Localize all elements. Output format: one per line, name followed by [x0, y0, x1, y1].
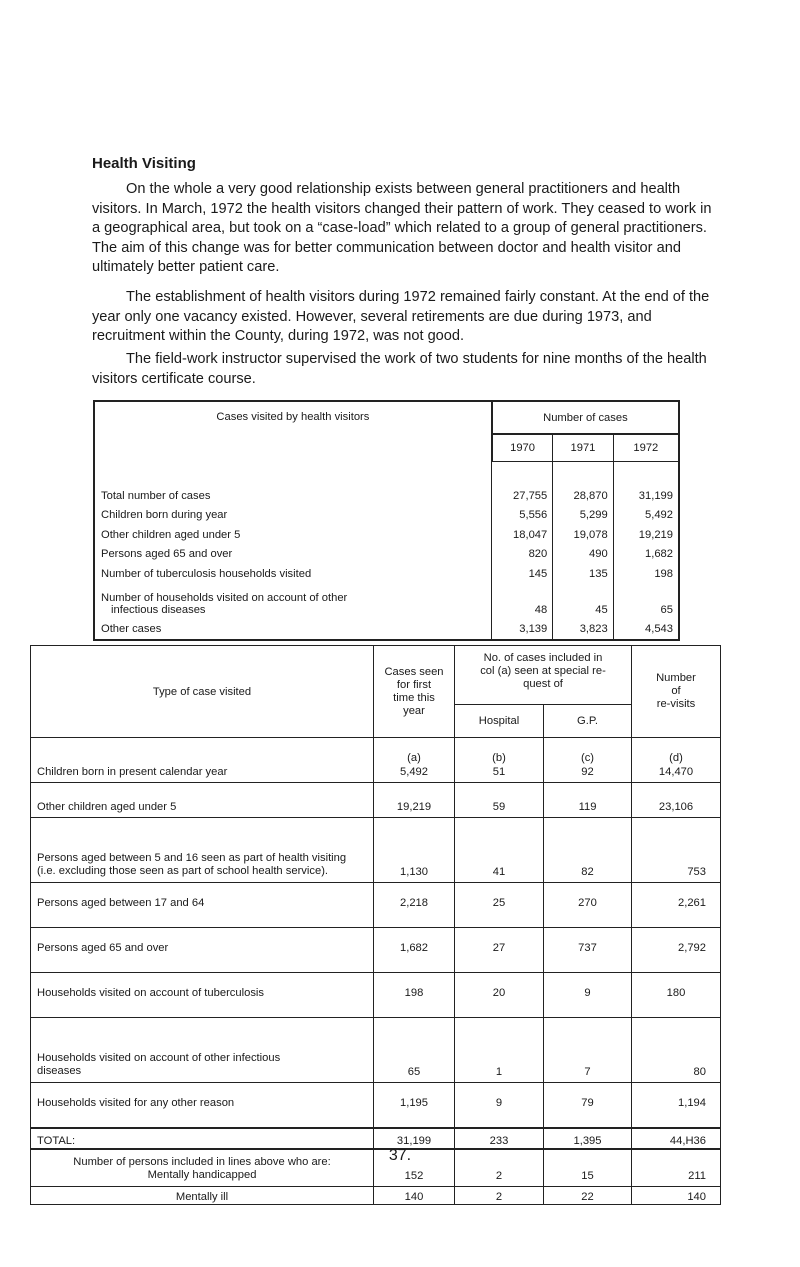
row-label: Households visited for any other reason: [31, 1083, 374, 1129]
value-1971: 5,299: [553, 502, 613, 522]
value-a: 19,219: [374, 783, 455, 818]
value-a: 140: [374, 1187, 455, 1205]
special-header-line: col (a) seen at special re-: [480, 665, 606, 677]
value-b: 1: [455, 1018, 544, 1083]
table-row: [94, 482, 679, 502]
table2-type-header: Type of case visited: [31, 646, 374, 738]
case-visits-table: [30, 645, 721, 1205]
row-label: Children born during year: [94, 502, 492, 522]
seen-header-line: for first: [396, 678, 432, 691]
value-c: 22: [544, 1187, 632, 1205]
value-d: 44,H36: [632, 1128, 721, 1149]
row-label: Persons aged 65 and over: [94, 541, 492, 561]
value-1970: 145: [492, 560, 553, 580]
value-a: 2,218: [374, 883, 455, 928]
row-label: TOTAL:: [31, 1128, 374, 1149]
col-letter-b: (b): [492, 752, 506, 764]
value-a: 1,195: [374, 1083, 455, 1129]
row-label: [94, 580, 492, 616]
value-1970: 27,755: [492, 482, 553, 502]
value-1972: 19,219: [613, 521, 679, 541]
row-label: Persons aged between 5 and 16 seen as part of health visiting (i.e. excluding those seen as part of school health service).: [31, 818, 374, 883]
table1-year-1971: 1971: [553, 434, 613, 462]
table-row: [94, 521, 679, 541]
table2-hospital-header: Hospital: [455, 705, 544, 738]
value-1970: 3,139: [492, 616, 553, 641]
value-1971: 3,823: [553, 616, 613, 641]
value-1972: 31,199: [613, 482, 679, 502]
value-1971: 28,870: [553, 482, 613, 502]
value-d: 140: [632, 1187, 721, 1205]
row-label-line-2: infectious diseases: [111, 603, 206, 616]
revisits-header-line: of: [671, 685, 681, 697]
value-b: 51: [492, 766, 506, 778]
value-b: 27: [455, 928, 544, 973]
table1-year-1970: 1970: [492, 434, 553, 462]
value-a: 5,492: [400, 766, 428, 778]
cell-b: [455, 738, 544, 783]
row-label: Number of tuberculosis households visited: [94, 560, 492, 580]
col-letter-c: (c): [580, 752, 595, 764]
table1-spacer-row: [94, 462, 679, 483]
value-b: 2: [455, 1149, 544, 1187]
special-header-line: quest of: [523, 678, 563, 690]
table-row: [94, 580, 679, 616]
value-c: 1,395: [544, 1128, 632, 1149]
value-1970: 18,047: [492, 521, 553, 541]
cases-by-year-table: [93, 400, 680, 641]
paragraph-2: The establishment of health visitors during 1972 remained fairly constant. At the end of the year only one vacancy existed. However, several retirements are due during 1973, and recruitment within the County, during 1972, was not good.: [92, 289, 710, 344]
col-letter-a: (a): [407, 752, 421, 764]
value-1972: 198: [613, 560, 679, 580]
row-label-line-2: Mentally handicapped: [147, 1169, 257, 1181]
seen-header-line: year: [403, 704, 425, 717]
table2-special-request-header: [455, 646, 632, 705]
table-row: [31, 1187, 721, 1205]
value-c: 92: [581, 766, 594, 778]
seen-header-line: time this: [393, 691, 435, 704]
section-heading: Health Visiting: [92, 155, 196, 172]
value-d: 2,261: [632, 883, 721, 928]
value-1972: 65: [613, 580, 679, 616]
table-row: [31, 1018, 721, 1083]
value-b: 25: [455, 883, 544, 928]
value-1972: 1,682: [613, 541, 679, 561]
revisits-header-line: Number: [656, 672, 696, 684]
table2-revisits-header: [632, 646, 721, 738]
table2-seen-header: [374, 646, 455, 738]
table2-gp-header: G.P.: [544, 705, 632, 738]
value-d: 211: [632, 1149, 721, 1187]
table-row: [31, 738, 721, 783]
revisits-header-line: re-visits: [656, 698, 696, 710]
row-label: Children born in present calendar year: [31, 738, 374, 783]
row-label-line-1: Number of persons included in lines above who are:: [73, 1156, 331, 1168]
value-b: 59: [455, 783, 544, 818]
value-1971: 19,078: [553, 521, 613, 541]
table-row: [31, 818, 721, 883]
cell-a: [374, 738, 455, 783]
value-d: 23,106: [632, 783, 721, 818]
value-c: 7: [544, 1018, 632, 1083]
value-c: 15: [544, 1149, 632, 1187]
table-row: [31, 783, 721, 818]
value-a: 1,130: [374, 818, 455, 883]
value-1971: 45: [553, 580, 613, 616]
value-1970: 820: [492, 541, 553, 561]
value-c: 119: [544, 783, 632, 818]
table-row: [94, 502, 679, 522]
table-row: [94, 541, 679, 561]
value-d: 1,194: [632, 1083, 721, 1129]
value-b: 2: [455, 1187, 544, 1205]
value-d: 180: [632, 973, 721, 1018]
value-1971: 490: [553, 541, 613, 561]
row-label: Households visited on account of tuberculosis: [31, 973, 374, 1018]
value-d: 80: [632, 1018, 721, 1083]
value-1970: 48: [492, 580, 553, 616]
special-header-line: No. of cases included in: [483, 652, 603, 664]
value-1972: 4,543: [613, 616, 679, 641]
value-c: 79: [544, 1083, 632, 1129]
table-row: [94, 616, 679, 641]
value-b: 9: [455, 1083, 544, 1129]
paragraph-1: On the whole a very good relationship exists between general practitioners and health visitors. In March, 1972 the health visitors changed their pattern of work. They ceased to work in a geographical area, but took on a “case-load” which related to a group of general practitioners. The aim of this change was for better communication between doctor and health visitor and ultimately better patient care.: [92, 181, 712, 275]
row-label: Other cases: [94, 616, 492, 641]
col-letter-d: (d): [669, 752, 683, 764]
value-c: 737: [544, 928, 632, 973]
row-label: Other children aged under 5: [31, 783, 374, 818]
seen-header-line: Cases seen: [384, 665, 444, 678]
cell-d: [632, 738, 721, 783]
value-a: 1,682: [374, 928, 455, 973]
value-b: 41: [455, 818, 544, 883]
value-c: 82: [544, 818, 632, 883]
page-number: 37.: [388, 1147, 412, 1164]
value-1972: 5,492: [613, 502, 679, 522]
row-label-line-1: Number of households visited on account of other: [101, 591, 348, 604]
row-label: Households visited on account of other infectious diseases: [31, 1018, 374, 1083]
cell-c: [544, 738, 632, 783]
value-a: 198: [374, 973, 455, 1018]
row-label: Total number of cases: [94, 482, 492, 502]
value-1970: 5,556: [492, 502, 553, 522]
value-a: 65: [374, 1018, 455, 1083]
value-d: 14,470: [658, 766, 694, 778]
value-b: 233: [455, 1128, 544, 1149]
row-label: Mentally ill: [31, 1187, 374, 1205]
row-label: Persons aged between 17 and 64: [31, 883, 374, 928]
value-c: 270: [544, 883, 632, 928]
table-row: [31, 973, 721, 1018]
table1-col-header: Cases visited by health visitors: [94, 401, 492, 462]
value-a: 31,199: [374, 1128, 455, 1149]
table-row: [94, 560, 679, 580]
value-d: 753: [632, 818, 721, 883]
table-row: [31, 883, 721, 928]
value-c: 9: [544, 973, 632, 1018]
table1-year-1972: 1972: [613, 434, 679, 462]
table-row-total: [31, 1128, 721, 1149]
table-row: [31, 928, 721, 973]
value-a: 152: [374, 1149, 455, 1187]
row-label: Persons aged 65 and over: [31, 928, 374, 973]
table1-group-header: Number of cases: [492, 401, 679, 434]
row-label: Other children aged under 5: [94, 521, 492, 541]
value-b: 20: [455, 973, 544, 1018]
table-row: [31, 1083, 721, 1129]
value-d: 2,792: [632, 928, 721, 973]
paragraph-3: The field-work instructor supervised the work of two students for nine months of the health visitors certificate course.: [92, 351, 707, 387]
value-1971: 135: [553, 560, 613, 580]
